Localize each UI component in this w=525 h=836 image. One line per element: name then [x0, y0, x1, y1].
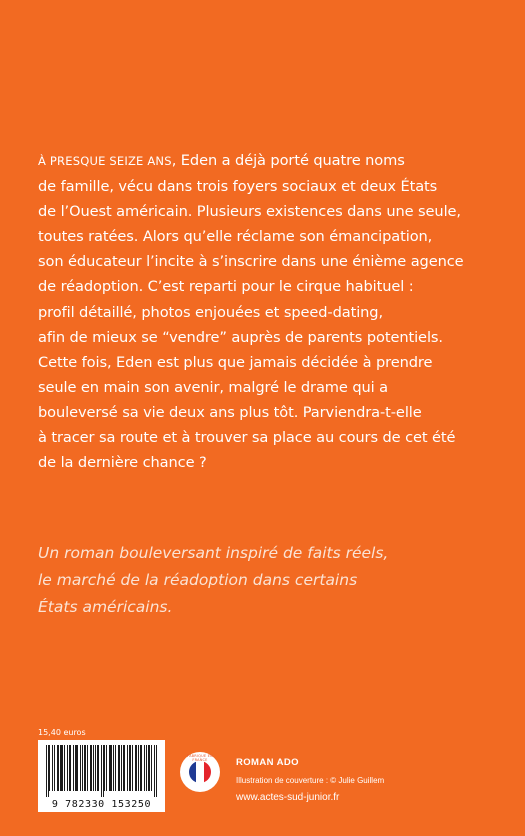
- blurb-line: de l’Ouest américain. Plusieurs existences dans une seule,: [38, 203, 461, 221]
- blurb-line: de réadoption. C’est reparti pour le cirque habituel :: [38, 278, 414, 296]
- isbn-number: 9 782330 153250: [51, 799, 152, 810]
- badge-label: FABRIQUÉ EN FRANCE: [187, 754, 213, 762]
- blurb-line: de la dernière chance ?: [38, 454, 207, 472]
- blurb-line-text: , Eden a déjà porté quatre noms: [171, 152, 405, 169]
- blurb-line: à tracer sa route et à trouver sa place au cours de cet été: [38, 429, 456, 447]
- blurb-line: profil détaillé, photos enjouées et speed-dating,: [38, 303, 384, 321]
- tagline-line: États américains.: [38, 598, 173, 616]
- price-label: 15,40 euros: [38, 728, 86, 737]
- barcode-bars-icon: [46, 745, 157, 797]
- cover-credit: Illustration de couverture : © Julie Guillem: [236, 776, 385, 785]
- collection-label: ROMAN ADO: [236, 757, 299, 768]
- blurb-line: de famille, vécu dans trois foyers sociaux et deux États: [38, 178, 438, 196]
- made-in-france-badge: [180, 752, 220, 792]
- tagline-line: Un roman bouleversant inspiré de faits réels,: [38, 544, 389, 562]
- barcode: [38, 740, 165, 812]
- website-link[interactable]: www.actes-sud-junior.fr: [236, 792, 340, 803]
- imprint-block: [236, 757, 384, 803]
- blurb-line: bouleversé sa vie deux ans plus tôt. Parviendra-t-elle: [38, 403, 422, 421]
- blurb-lead-caps: À PRESQUE SEIZE ANS: [38, 154, 172, 168]
- blurb-line: afin de mieux se “vendre” auprès de parents potentiels.: [38, 328, 443, 346]
- french-flag-icon: [189, 761, 211, 783]
- blurb-line: seule en main son avenir, malgré le drame qui a: [38, 378, 388, 396]
- blurb-text: [38, 148, 498, 475]
- tagline-line: le marché de la réadoption dans certains: [38, 571, 358, 589]
- blurb-line: son éducateur l’incite à s’inscrire dans une énième agence: [38, 253, 464, 271]
- blurb-line: Cette fois, Eden est plus que jamais décidée à prendre: [38, 353, 433, 371]
- blurb-line: [38, 148, 498, 174]
- tagline: [38, 540, 508, 621]
- blurb-line: toutes ratées. Alors qu’elle réclame son émancipation,: [38, 228, 433, 246]
